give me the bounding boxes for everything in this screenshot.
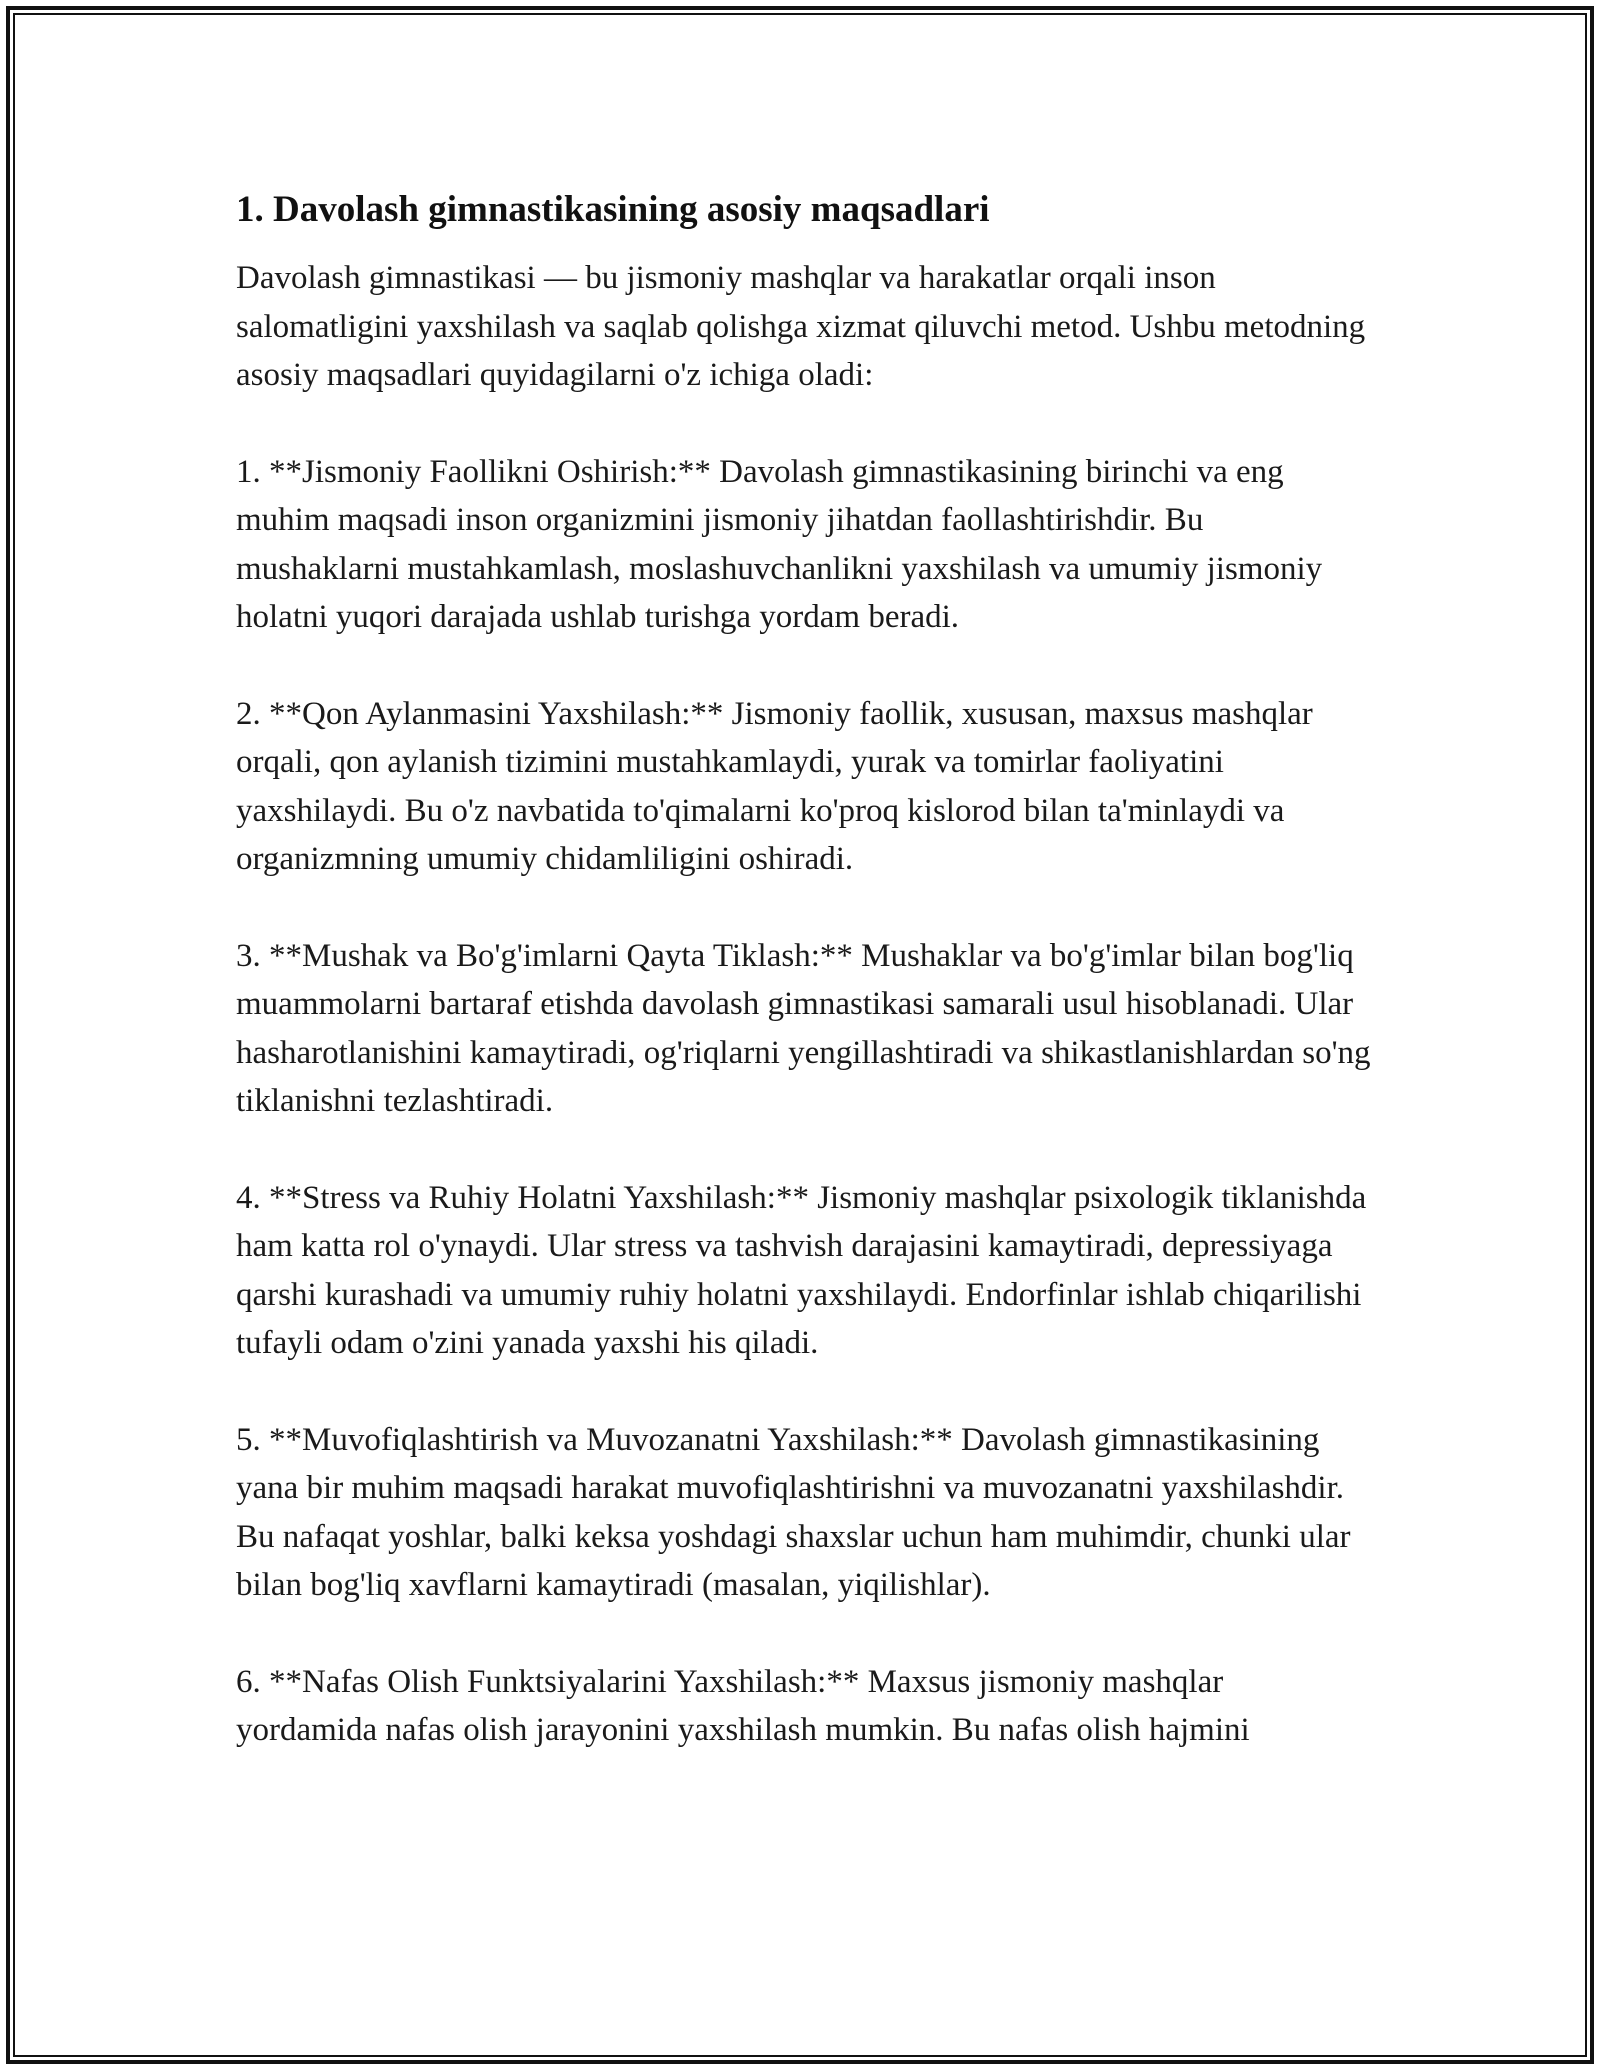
list-item: 1. **Jismoniy Faollikni Oshirish:** Davolash gimnastikasining birinchi va eng muhim maqsadi inson organizmini jismoniy jihatdan faollashtirishdir. Bu mushaklarni mustahkamlash, moslashuvchanlikni yaxshilash va umumiy jismoniy holatni yuqori darajada ushlab turishga yordam beradi. [236,453,1323,635]
intro-paragraph: Davolash gimnastikasi — bu jismoniy mashqlar va harakatlar orqali inson salomatligini yaxshilash va saqlab qolishga xizmat qiluvchi metod. Ushbu metodning asosiy maqsadlari quyidagilarni o'z ichiga oladi: [236,260,1366,393]
list-item: 5. **Muvofiqlashtirish va Muvozanatni Yaxshilash:** Davolash gimnastikasining yana bir muhim maqsadi harakat muvofiqlashtirishni va muvozanatni yaxshilashdir. Bu nafaqat yoshlar, balki keksa yoshdagi shaxslar uchun ham muhimdir, chunki ular bilan bog'liq xavflarni kamaytiradi (masalan, yiqilishlar). [236,1421,1351,1603]
list-item: 4. **Stress va Ruhiy Holatni Yaxshilash:** Jismoniy mashqlar psixologik tiklanishda ham katta rol o'ynaydi. Ular stress va tashvish darajasini kamaytiradi, depressiyaga qarshi kurashadi va umumiy ruhiy holatni yaxshilaydi. Endorfinlar ishlab chiqarilishi tufayli odam o'zini yanada yaxshi his qiladi. [236,1179,1367,1361]
document-body [236,186,1371,1803]
list-item: 6. **Nafas Olish Funktsiyalarini Yaxshilash:** Maxsus jismoniy mashqlar yordamida nafas olish jarayonini yaxshilash mumkin. Bu nafas olish hajmini [236,1663,1250,1748]
section-heading: 1. Davolash gimnastikasining asosiy maqsadlari [236,189,990,230]
list-item: 3. **Mushak va Bo'g'imlarni Qayta Tiklash:** Mushaklar va bo'g'imlar bilan bog'liq muammolarni bartaraf etishda davolash gimnastikasi samarali usul hisoblanadi. Ular hasharotlanishini kamaytiradi, og'riqlarni yengillashtiradi va shikastlanishlardan so'ng tiklanishni tezlashtiradi. [236,937,1371,1119]
list-item: 2. **Qon Aylanmasini Yaxshilash:** Jismoniy faollik, xususan, maxsus mashqlar orqali, qon aylanish tizimini mustahkamlaydi, yurak va tomirlar faoliyatini yaxshilaydi. Bu o'z navbatida to'qimalarni ko'proq kislorod bilan ta'minlaydi va organizmning umumiy chidamliligini oshiradi. [236,695,1313,877]
